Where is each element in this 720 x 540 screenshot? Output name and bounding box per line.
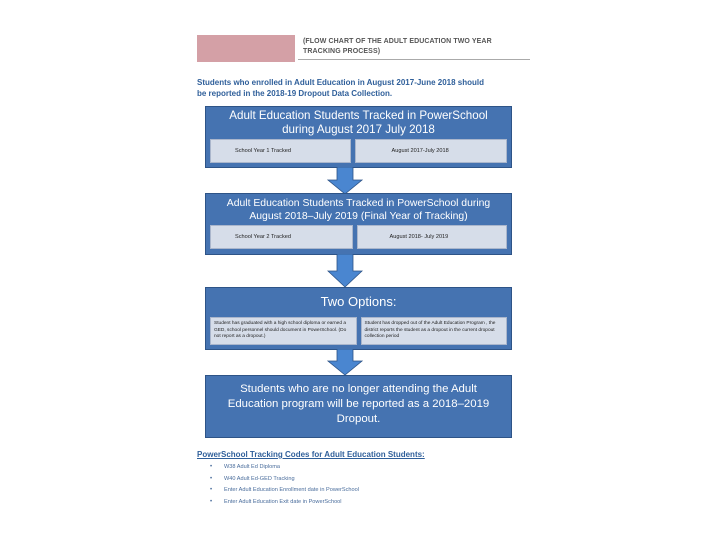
code-text: Enter Adult Education Enrollment date in PowerSchool (224, 487, 359, 493)
step-options-box (205, 287, 512, 350)
step-year2-row (210, 225, 507, 249)
code-text: W40 Adult Ed-GED Tracking (224, 475, 295, 482)
step-final-box (205, 375, 512, 438)
header-title: (FLOW CHART OF THE ADULT EDUCATION TWO YEAR TRACKING PROCESS) (303, 38, 492, 55)
step-year2-title-line1: Adult Education Students Tracked in PowerSchool during (226, 198, 491, 209)
option-dropped-out: Student has dropped out of the Adult Education Program , the district reports the student as a dropout in the current dropout collection period (361, 317, 508, 345)
down-arrow-icon (327, 167, 363, 195)
intro-line-1: Students who enrolled in Adult Education in August 2017-June 2018 should (197, 78, 484, 87)
step-options-row (210, 317, 507, 345)
step-year1-label: School Year 1 Tracked (210, 139, 351, 163)
step-final-line1: Students who are no longer attending the Adult (240, 383, 477, 395)
step-year1-dates: August 2017-July 2018 (355, 139, 508, 163)
step-final-line3: Dropout. (336, 413, 381, 425)
step-year2-dates: August 2018- July 2019 (357, 225, 508, 249)
down-arrow-icon (327, 349, 363, 376)
step-final-line2: Education program will be reported as a 2018–2019 (227, 398, 490, 410)
step-year1-title-line2: during August 2017 July 2018 (282, 123, 435, 136)
bullet-icon: • (210, 464, 213, 470)
step-year1-box (205, 106, 512, 168)
code-text: W38 Adult Ed Diploma (224, 464, 280, 470)
step-year2-title (206, 197, 511, 223)
list-item (208, 474, 528, 486)
code-text: Enter Adult Education Exit date in PowerSchool (224, 498, 342, 505)
step-year2-title-line2: August 2018–July 2019 (Final Year of Tracking) (249, 211, 468, 222)
list-item (208, 485, 528, 497)
step-year1-row (210, 139, 507, 163)
bullet-icon: • (210, 487, 213, 493)
step-year1-title-line1: Adult Education Students Tracked in PowerSchool (229, 109, 488, 122)
step-year2-label: School Year 2 Tracked (210, 225, 353, 249)
intro-text (197, 77, 537, 99)
bullet-icon: • (210, 498, 213, 505)
option-graduated: Student has graduated with a high school diploma or earned a GED, school personnel should document in PowerSchool. (Do not report as a dropout.) (210, 317, 357, 345)
step-year1-title (206, 109, 511, 137)
list-item (208, 497, 528, 509)
tracking-codes-list (208, 462, 528, 508)
step-options-title: Two Options: (320, 294, 397, 309)
header-color-swatch (197, 35, 295, 62)
header-divider (298, 59, 530, 60)
down-arrow-icon (327, 254, 363, 288)
step-final-text (206, 382, 511, 427)
list-item (208, 462, 528, 474)
step-year2-box (205, 193, 512, 255)
bullet-icon: • (210, 475, 213, 482)
tracking-codes-title: PowerSchool Tracking Codes for Adult Education Students: (197, 450, 425, 459)
intro-line-2: be reported in the 2018-19 Dropout Data Collection. (197, 89, 393, 98)
